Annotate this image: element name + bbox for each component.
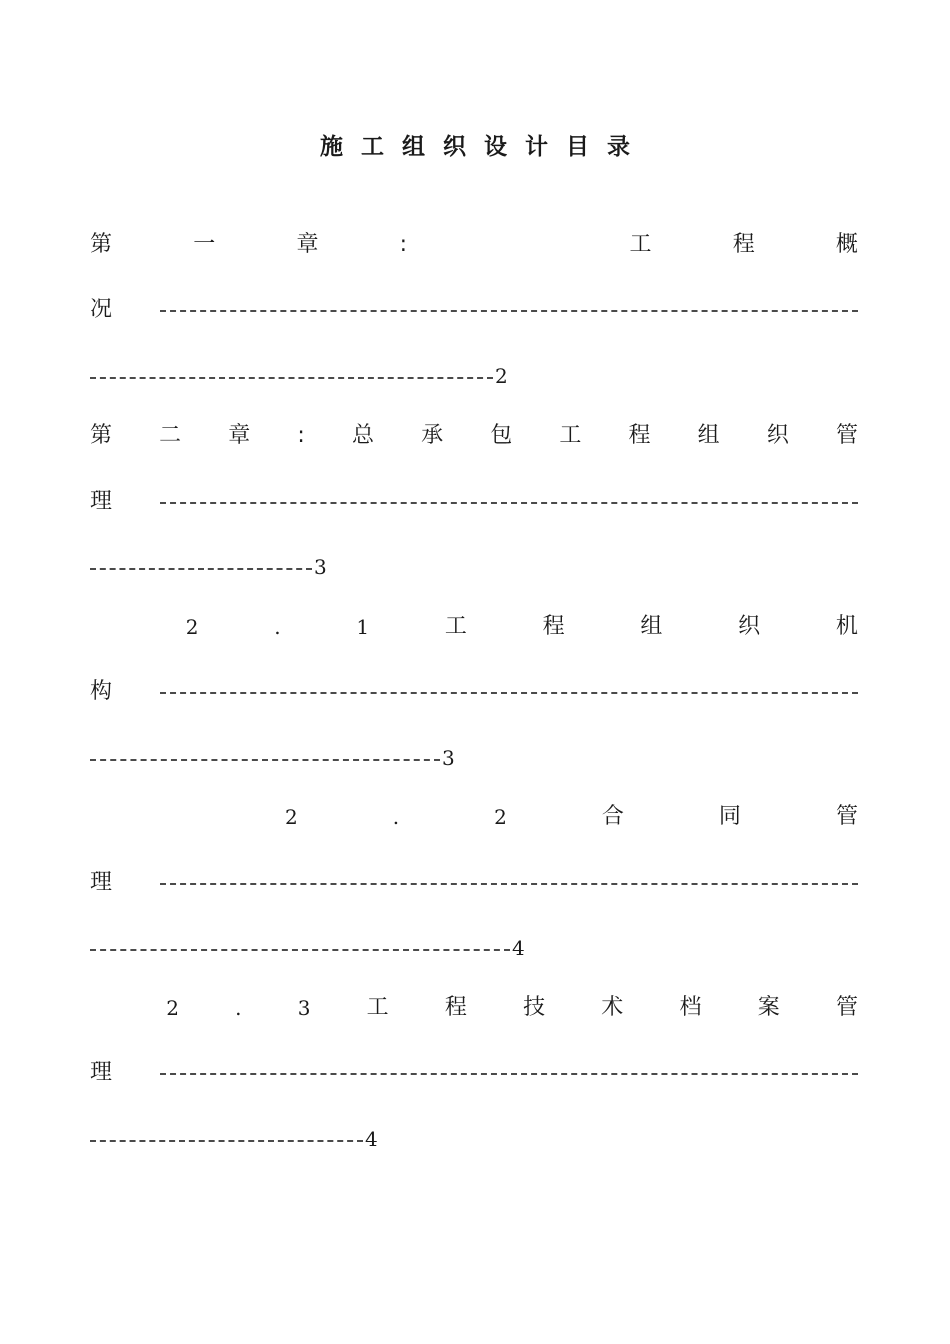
- toc-entry-4-line-1: [90, 802, 858, 832]
- toc-entry-1-line-2: [90, 295, 858, 325]
- leader-dashes: [160, 883, 858, 885]
- toc-entry-2-line-2: [90, 487, 858, 517]
- toc-char: 3: [297, 996, 311, 1020]
- toc-char: 第: [90, 232, 113, 257]
- toc-char: 构: [90, 679, 113, 704]
- toc-entry-1-line-1: [90, 230, 858, 260]
- toc-entry-1-line-3: [90, 361, 858, 391]
- toc-char: 包: [490, 423, 513, 448]
- toc-char: 况: [90, 297, 113, 322]
- toc-char: :: [297, 423, 305, 448]
- toc-char: 组: [640, 614, 663, 639]
- toc-char: 概: [835, 232, 858, 257]
- toc-char: 同: [718, 804, 741, 829]
- toc-char: 合: [601, 804, 624, 829]
- toc-char: 章: [228, 423, 251, 448]
- toc-char: 总: [351, 423, 374, 448]
- leader-dashes: [90, 759, 440, 761]
- toc-char: 工: [444, 614, 467, 639]
- toc-char: 承: [421, 423, 444, 448]
- toc-char: .: [235, 996, 242, 1020]
- toc-char: 档: [679, 995, 702, 1020]
- toc-char: 工: [559, 423, 582, 448]
- page-number: 3: [314, 555, 327, 579]
- toc-char: 技: [523, 995, 546, 1020]
- leader-dashes: [90, 377, 493, 379]
- leader-dashes: [90, 568, 312, 570]
- toc-entry-3-line-2: [90, 677, 858, 707]
- toc-char: 理: [90, 870, 113, 895]
- leader-dashes: [160, 502, 858, 504]
- toc-char: 管: [835, 995, 858, 1020]
- leader-dashes: [90, 1140, 363, 1142]
- toc-char: 工: [629, 232, 652, 257]
- toc-char: 机: [835, 614, 858, 639]
- toc-char: 织: [738, 614, 761, 639]
- page-number: 3: [442, 746, 455, 770]
- toc-entry-3-line-1: [90, 612, 858, 642]
- page-number: 2: [495, 364, 508, 388]
- toc-entry-2-line-3: [90, 552, 858, 582]
- toc-char: 案: [757, 995, 780, 1020]
- toc-char: 程: [628, 423, 651, 448]
- toc-char: 二: [159, 423, 182, 448]
- toc-char: 组: [697, 423, 720, 448]
- toc-char: 程: [444, 995, 467, 1020]
- toc-char: 2: [494, 805, 507, 829]
- toc-char: 第: [90, 423, 113, 448]
- page-number: 4: [365, 1127, 378, 1151]
- toc-char: 织: [766, 423, 789, 448]
- leader-dashes: [160, 692, 858, 694]
- toc-char: 章: [296, 232, 319, 257]
- toc-entry-4-line-2: [90, 868, 858, 898]
- toc-entry-5-line-1: [90, 993, 858, 1023]
- toc-entry-5-line-3: [90, 1124, 858, 1154]
- toc-char: 程: [542, 614, 565, 639]
- toc-title: 施工组织设计目录: [320, 134, 648, 160]
- toc-char: :: [399, 232, 408, 257]
- toc-entry-4-line-3: [90, 933, 858, 963]
- toc-char: 一: [193, 232, 216, 257]
- leader-dashes: [160, 310, 858, 312]
- toc-char: 管: [835, 804, 858, 829]
- toc-char: .: [274, 615, 281, 639]
- toc-char: 管: [835, 423, 858, 448]
- toc-char: 理: [90, 1060, 113, 1085]
- toc-char: .: [392, 805, 400, 829]
- toc-char: 工: [366, 995, 389, 1020]
- toc-char: 程: [732, 232, 755, 257]
- toc-entry-5-line-2: [90, 1058, 858, 1088]
- toc-char: 2: [185, 615, 199, 639]
- page-number: 4: [512, 936, 525, 960]
- toc-char: 2: [166, 996, 179, 1020]
- toc-char: 2: [285, 805, 298, 829]
- toc-char: 术: [601, 995, 624, 1020]
- toc-entry-2-line-1: [90, 421, 858, 451]
- toc-char: 理: [90, 489, 113, 514]
- leader-dashes: [160, 1073, 858, 1075]
- leader-dashes: [90, 949, 510, 951]
- toc-entry-3-line-3: [90, 743, 858, 773]
- toc-char: 1: [356, 615, 370, 639]
